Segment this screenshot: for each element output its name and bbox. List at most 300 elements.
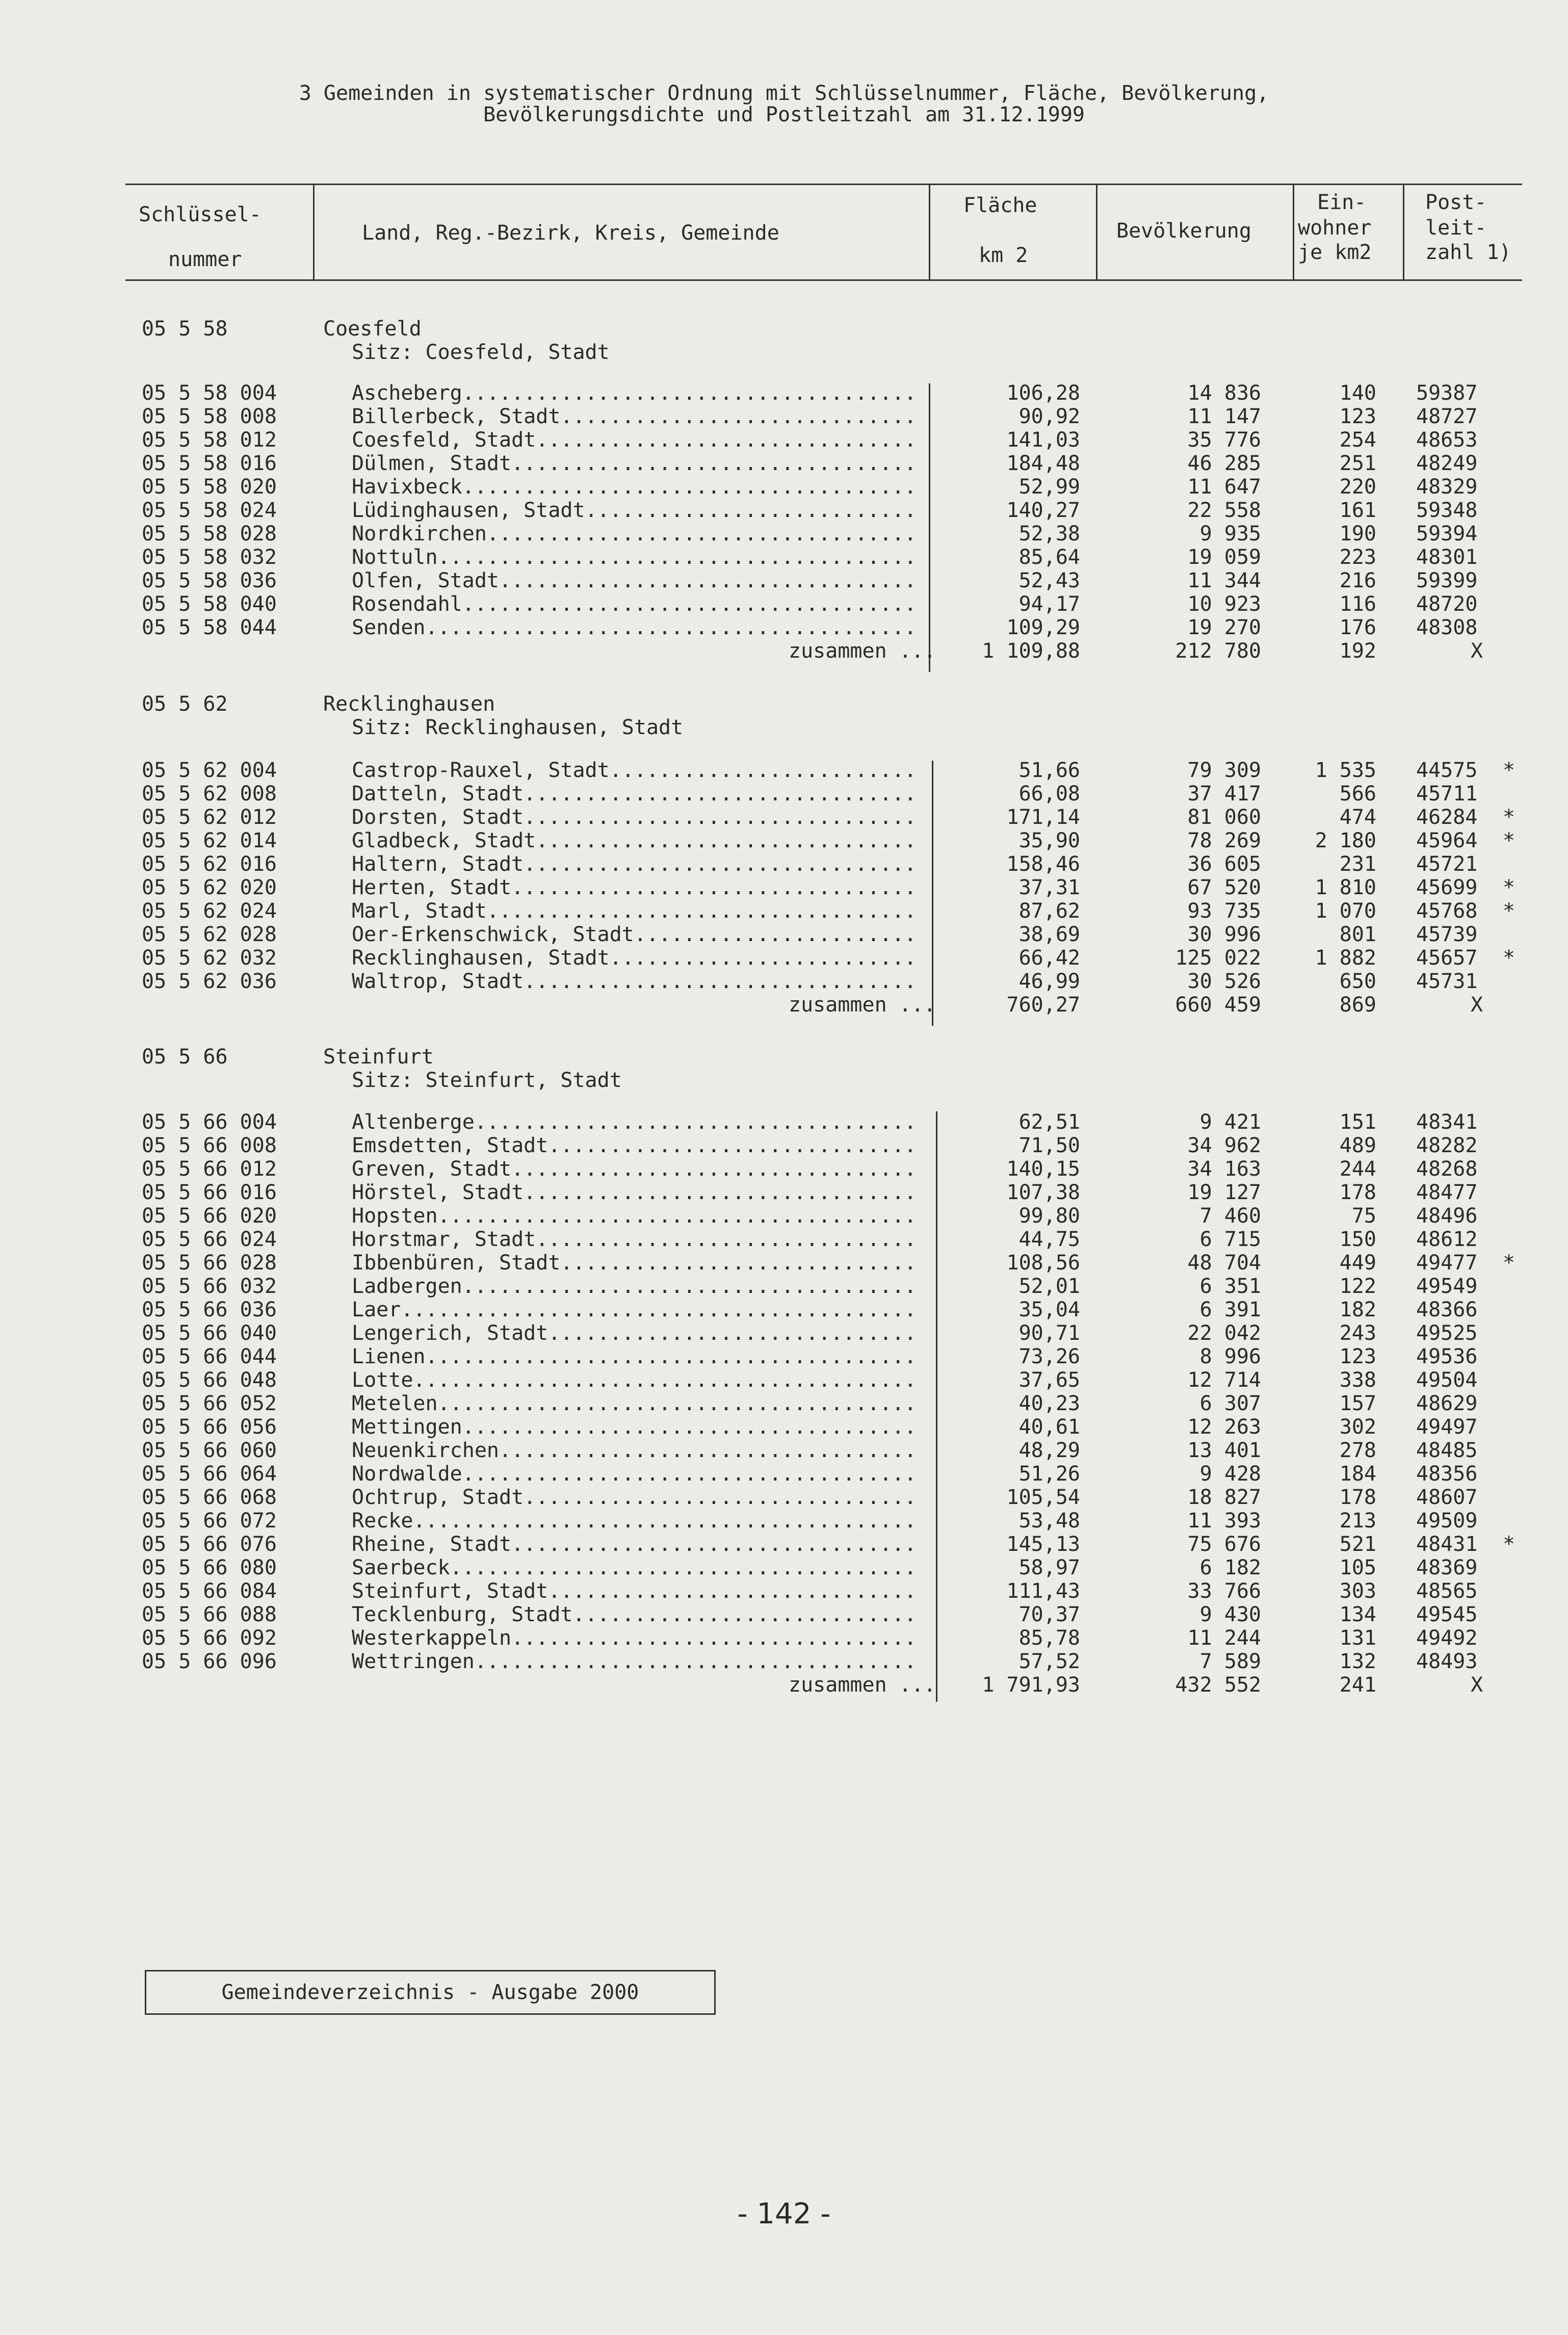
density-value: 140 [1339, 381, 1376, 405]
population-value: 22 042 [1187, 1321, 1261, 1345]
postal-code: 44575 [1416, 759, 1478, 782]
table-row [0, 1533, 1568, 1556]
area-value: 40,23 [1018, 1392, 1080, 1415]
municipality-name: Marl, Stadt ..... [352, 899, 919, 923]
table-row [0, 1157, 1568, 1181]
kreis-heading [0, 1045, 1568, 1069]
municipality-key: 05 5 66 028 [142, 1251, 277, 1275]
area-value: 145,13 [1006, 1533, 1080, 1556]
page-number: - 142 - [737, 2197, 831, 2230]
total-population: 660 459 [1175, 993, 1261, 1017]
municipality-name: Rosendahl ..... [352, 592, 919, 616]
population-value: 6 182 [1199, 1556, 1261, 1579]
municipality-key: 05 5 66 048 [142, 1368, 277, 1392]
area-value: 52,99 [1018, 475, 1080, 499]
municipality-key: 05 5 66 044 [142, 1345, 277, 1368]
density-value: 278 [1339, 1439, 1376, 1462]
density-value: 251 [1339, 452, 1376, 475]
population-value: 11 147 [1187, 405, 1261, 428]
population-value: 37 417 [1187, 782, 1261, 806]
density-value: 176 [1339, 616, 1376, 639]
area-value: 87,62 [1018, 899, 1080, 923]
postal-code: 59399 [1416, 569, 1478, 592]
population-value: 81 060 [1187, 806, 1261, 829]
postal-code: 48653 [1416, 428, 1478, 452]
total-postal-code: X [1471, 993, 1483, 1017]
municipality-name: Havixbeck ..... [352, 475, 919, 499]
population-value: 18 827 [1187, 1486, 1261, 1509]
postal-code: 59387 [1416, 381, 1478, 405]
municipality-key: 05 5 66 036 [142, 1298, 277, 1321]
kreis-sitz: Sitz: Recklinghausen, Stadt [352, 716, 684, 739]
population-value: 12 714 [1187, 1368, 1261, 1392]
total-area: 760,27 [1006, 993, 1080, 1017]
municipality-name: Recke ..... [352, 1509, 919, 1533]
area-value: 35,04 [1018, 1298, 1080, 1321]
kreis-key: 05 5 66 [142, 1045, 228, 1069]
area-value: 51,26 [1018, 1462, 1080, 1486]
area-value: 158,46 [1006, 852, 1080, 876]
population-value: 78 269 [1187, 829, 1261, 852]
density-value: 182 [1339, 1298, 1376, 1321]
municipality-key: 05 5 62 012 [142, 806, 277, 829]
density-value: 338 [1339, 1368, 1376, 1392]
postal-code: 49525 [1416, 1321, 1478, 1345]
table-row [0, 1462, 1568, 1486]
table-row [0, 1110, 1568, 1134]
area-value: 66,08 [1018, 782, 1080, 806]
table-row [0, 546, 1568, 569]
municipality-key: 05 5 66 052 [142, 1392, 277, 1415]
header-divider [929, 185, 930, 279]
municipality-name: Greven, Stadt ..... [352, 1157, 919, 1181]
postal-code: 48565 [1416, 1579, 1478, 1603]
area-value: 48,29 [1018, 1439, 1080, 1462]
municipality-key: 05 5 62 016 [142, 852, 277, 876]
total-population: 432 552 [1175, 1673, 1261, 1697]
postal-code: 48341 [1416, 1110, 1478, 1134]
population-value: 6 391 [1199, 1298, 1261, 1321]
density-value: 132 [1339, 1650, 1376, 1673]
kreis-name: Coesfeld [323, 317, 422, 341]
municipality-name: Laer ..... [352, 1298, 919, 1321]
municipality-name: Altenberge ..... [352, 1110, 919, 1134]
municipality-key: 05 5 66 056 [142, 1415, 277, 1439]
municipality-key: 05 5 58 032 [142, 546, 277, 569]
municipality-name: Olfen, Stadt ..... [352, 569, 919, 592]
table-row [0, 923, 1568, 946]
population-value: 11 344 [1187, 569, 1261, 592]
postal-code: 48485 [1416, 1439, 1478, 1462]
municipality-key: 05 5 66 084 [142, 1579, 277, 1603]
municipality-key: 05 5 58 024 [142, 499, 277, 522]
table-row [0, 1579, 1568, 1603]
area-value: 73,26 [1018, 1345, 1080, 1368]
table-row [0, 569, 1568, 592]
postal-code: 49497 [1416, 1415, 1478, 1439]
header-area-line2: km 2 [979, 244, 1028, 267]
municipality-name: Wettringen ..... [352, 1650, 919, 1673]
footnote-marker: * [1503, 759, 1515, 782]
postal-code: 48727 [1416, 405, 1478, 428]
header-bottom-rule [125, 279, 1522, 281]
population-value: 8 996 [1199, 1345, 1261, 1368]
footnote-marker: * [1503, 876, 1515, 899]
density-value: 216 [1339, 569, 1376, 592]
municipality-key: 05 5 66 008 [142, 1134, 277, 1157]
total-row [0, 993, 1568, 1017]
municipality-key: 05 5 58 040 [142, 592, 277, 616]
municipality-name: Lotte ..... [352, 1368, 919, 1392]
table-row [0, 1626, 1568, 1650]
municipality-key: 05 5 66 032 [142, 1275, 277, 1298]
footnote-marker: * [1503, 806, 1515, 829]
area-value: 99,80 [1018, 1204, 1080, 1228]
area-value: 40,61 [1018, 1415, 1080, 1439]
municipality-name: Gladbeck, Stadt ..... [352, 829, 919, 852]
population-value: 93 735 [1187, 899, 1261, 923]
area-value: 85,78 [1018, 1626, 1080, 1650]
population-value: 6 351 [1199, 1275, 1261, 1298]
area-value: 140,27 [1006, 499, 1080, 522]
population-value: 10 923 [1187, 592, 1261, 616]
population-value: 48 704 [1187, 1251, 1261, 1275]
postal-code: 49477 [1416, 1251, 1478, 1275]
header-key-line1: Schlüssel- [139, 203, 262, 226]
postal-code: 45699 [1416, 876, 1478, 899]
area-value: 105,54 [1006, 1486, 1080, 1509]
area-value: 66,42 [1018, 946, 1080, 970]
municipality-key: 05 5 66 080 [142, 1556, 277, 1579]
kreis-sitz: Sitz: Steinfurt, Stadt [352, 1069, 622, 1092]
municipality-name: Nordwalde ..... [352, 1462, 919, 1486]
area-value: 53,48 [1018, 1509, 1080, 1533]
density-value: 244 [1339, 1157, 1376, 1181]
density-value: 105 [1339, 1556, 1376, 1579]
area-value: 57,52 [1018, 1650, 1080, 1673]
municipality-key: 05 5 66 092 [142, 1626, 277, 1650]
table-row [0, 1204, 1568, 1228]
area-value: 85,64 [1018, 546, 1080, 569]
total-density: 192 [1339, 639, 1376, 663]
table-row [0, 1392, 1568, 1415]
population-value: 46 285 [1187, 452, 1261, 475]
area-value: 94,17 [1018, 592, 1080, 616]
municipality-key: 05 5 62 008 [142, 782, 277, 806]
table-row [0, 829, 1568, 852]
total-population: 212 780 [1175, 639, 1261, 663]
population-value: 34 962 [1187, 1134, 1261, 1157]
postal-code: 49545 [1416, 1603, 1478, 1626]
municipality-name: Recklinghausen, Stadt ..... [352, 946, 919, 970]
density-value: 123 [1339, 405, 1376, 428]
density-value: 254 [1339, 428, 1376, 452]
municipality-key: 05 5 58 044 [142, 616, 277, 639]
total-row [0, 1673, 1568, 1697]
municipality-key: 05 5 58 016 [142, 452, 277, 475]
density-value: 302 [1339, 1415, 1376, 1439]
population-value: 13 401 [1187, 1439, 1261, 1462]
postal-code: 48356 [1416, 1462, 1478, 1486]
municipality-name: Emsdetten, Stadt ..... [352, 1134, 919, 1157]
kreis-sitz: Sitz: Coesfeld, Stadt [352, 341, 610, 364]
postal-code: 49504 [1416, 1368, 1478, 1392]
postal-code: 48268 [1416, 1157, 1478, 1181]
postal-code: 48477 [1416, 1181, 1478, 1204]
density-value: 190 [1339, 522, 1376, 546]
header-top-rule [125, 184, 1522, 185]
population-value: 33 766 [1187, 1579, 1261, 1603]
total-postal-code: X [1471, 1673, 1483, 1697]
table-row [0, 1603, 1568, 1626]
postal-code: 48369 [1416, 1556, 1478, 1579]
density-value: 521 [1339, 1533, 1376, 1556]
area-value: 111,43 [1006, 1579, 1080, 1603]
municipality-key: 05 5 66 004 [142, 1110, 277, 1134]
municipality-key: 05 5 58 036 [142, 569, 277, 592]
area-value: 38,69 [1018, 923, 1080, 946]
municipality-key: 05 5 66 016 [142, 1181, 277, 1204]
total-density: 869 [1339, 993, 1376, 1017]
area-value: 106,28 [1006, 381, 1080, 405]
municipality-name: Westerkappeln ..... [352, 1626, 919, 1650]
header-divider [1403, 185, 1404, 279]
total-label: zusammen ... [789, 1673, 936, 1697]
municipality-name: Neuenkirchen ..... [352, 1439, 919, 1462]
area-value: 70,37 [1018, 1603, 1080, 1626]
table-row [0, 499, 1568, 522]
table-row [0, 381, 1568, 405]
kreis-key: 05 5 62 [142, 692, 228, 716]
postal-code: 59394 [1416, 522, 1478, 546]
header-area-line1: Fläche [963, 194, 1037, 217]
kreis-heading [0, 317, 1568, 341]
table-row [0, 428, 1568, 452]
table-row [0, 592, 1568, 616]
postal-code: 45721 [1416, 852, 1478, 876]
population-value: 75 676 [1187, 1533, 1261, 1556]
municipality-name: Ascheberg ..... [352, 381, 919, 405]
area-value: 71,50 [1018, 1134, 1080, 1157]
table-row [0, 1650, 1568, 1673]
density-value: 489 [1339, 1134, 1376, 1157]
municipality-name: Rheine, Stadt ..... [352, 1533, 919, 1556]
municipality-name: Haltern, Stadt ..... [352, 852, 919, 876]
density-value: 566 [1339, 782, 1376, 806]
table-row [0, 1134, 1568, 1157]
postal-code: 48720 [1416, 592, 1478, 616]
municipality-key: 05 5 66 068 [142, 1486, 277, 1509]
municipality-key: 05 5 66 020 [142, 1204, 277, 1228]
area-value: 107,38 [1006, 1181, 1080, 1204]
municipality-name: Dülmen, Stadt ..... [352, 452, 919, 475]
postal-code: 49549 [1416, 1275, 1478, 1298]
area-value: 52,38 [1018, 522, 1080, 546]
population-value: 9 935 [1199, 522, 1261, 546]
density-value: 213 [1339, 1509, 1376, 1533]
municipality-key: 05 5 62 032 [142, 946, 277, 970]
density-value: 161 [1339, 499, 1376, 522]
density-value: 1 535 [1315, 759, 1376, 782]
header-dens-line2: wohner [1298, 216, 1372, 240]
header-dens-line1: Ein- [1317, 191, 1367, 214]
municipality-name: Ochtrup, Stadt ..... [352, 1486, 919, 1509]
area-value: 37,65 [1018, 1368, 1080, 1392]
population-value: 7 460 [1199, 1204, 1261, 1228]
density-value: 131 [1339, 1626, 1376, 1650]
density-value: 150 [1339, 1228, 1376, 1251]
postal-code: 48431 [1416, 1533, 1478, 1556]
table-row [0, 1298, 1568, 1321]
population-value: 9 430 [1199, 1603, 1261, 1626]
density-value: 1 882 [1315, 946, 1376, 970]
total-row [0, 639, 1568, 663]
municipality-name: Waltrop, Stadt ..... [352, 970, 919, 993]
total-postal-code: X [1471, 639, 1483, 663]
postal-code: 45768 [1416, 899, 1478, 923]
municipality-key: 05 5 66 072 [142, 1509, 277, 1533]
municipality-name: Coesfeld, Stadt ..... [352, 428, 919, 452]
table-row [0, 759, 1568, 782]
footer-edition-box: Gemeindeverzeichnis - Ausgabe 2000 [145, 1970, 716, 2015]
density-value: 178 [1339, 1181, 1376, 1204]
municipality-name: Metelen ..... [352, 1392, 919, 1415]
postal-code: 48366 [1416, 1298, 1478, 1321]
municipality-key: 05 5 58 008 [142, 405, 277, 428]
postal-code: 48607 [1416, 1486, 1478, 1509]
population-value: 11 647 [1187, 475, 1261, 499]
municipality-name: Lienen ..... [352, 1345, 919, 1368]
header-plz-line2: leit- [1425, 216, 1487, 240]
density-value: 184 [1339, 1462, 1376, 1486]
table-row [0, 475, 1568, 499]
density-value: 122 [1339, 1275, 1376, 1298]
population-value: 36 605 [1187, 852, 1261, 876]
postal-code: 48493 [1416, 1650, 1478, 1673]
density-value: 223 [1339, 546, 1376, 569]
population-value: 79 309 [1187, 759, 1261, 782]
density-value: 123 [1339, 1345, 1376, 1368]
population-value: 19 127 [1187, 1181, 1261, 1204]
header-key-line2: nummer [168, 248, 242, 271]
table-row [0, 876, 1568, 899]
population-value: 30 996 [1187, 923, 1261, 946]
postal-code: 48249 [1416, 452, 1478, 475]
population-value: 14 836 [1187, 381, 1261, 405]
postal-code: 49492 [1416, 1626, 1478, 1650]
area-value: 51,66 [1018, 759, 1080, 782]
postal-code: 48629 [1416, 1392, 1478, 1415]
table-row [0, 946, 1568, 970]
population-value: 11 244 [1187, 1626, 1261, 1650]
municipality-key: 05 5 62 024 [142, 899, 277, 923]
municipality-name: Ladbergen ..... [352, 1275, 919, 1298]
population-value: 6 715 [1199, 1228, 1261, 1251]
page-title-line1: 3 Gemeinden in systematischer Ordnung mit Schlüsselnummer, Fläche, Bevölkerung, [299, 82, 1269, 105]
municipality-key: 05 5 66 064 [142, 1462, 277, 1486]
municipality-name: Ibbenbüren, Stadt ..... [352, 1251, 919, 1275]
header-divider [313, 185, 315, 279]
population-value: 9 428 [1199, 1462, 1261, 1486]
postal-code: 48496 [1416, 1204, 1478, 1228]
density-value: 178 [1339, 1486, 1376, 1509]
municipality-name: Datteln, Stadt ..... [352, 782, 919, 806]
total-area: 1 791,93 [982, 1673, 1080, 1697]
municipality-name: Oer-Erkenschwick, Stadt ..... [352, 923, 919, 946]
table-row [0, 1439, 1568, 1462]
table-row [0, 1321, 1568, 1345]
density-value: 134 [1339, 1603, 1376, 1626]
total-density: 241 [1339, 1673, 1376, 1697]
header-dens-line3: je km2 [1298, 241, 1372, 264]
municipality-key: 05 5 66 040 [142, 1321, 277, 1345]
municipality-key: 05 5 62 014 [142, 829, 277, 852]
area-value: 184,48 [1006, 452, 1080, 475]
population-value: 125 022 [1175, 946, 1261, 970]
municipality-name: Mettingen ..... [352, 1415, 919, 1439]
municipality-name: Herten, Stadt ..... [352, 876, 919, 899]
municipality-key: 05 5 58 012 [142, 428, 277, 452]
density-value: 1 070 [1315, 899, 1376, 923]
table-row [0, 1181, 1568, 1204]
postal-code: 48301 [1416, 546, 1478, 569]
density-value: 243 [1339, 1321, 1376, 1345]
postal-code: 48612 [1416, 1228, 1478, 1251]
table-row [0, 522, 1568, 546]
area-value: 90,92 [1018, 405, 1080, 428]
density-value: 801 [1339, 923, 1376, 946]
population-value: 35 776 [1187, 428, 1261, 452]
municipality-key: 05 5 58 004 [142, 381, 277, 405]
total-label: zusammen ... [789, 993, 936, 1017]
municipality-name: Steinfurt, Stadt ..... [352, 1579, 919, 1603]
table-row [0, 782, 1568, 806]
table-row [0, 1275, 1568, 1298]
density-value: 449 [1339, 1251, 1376, 1275]
area-value: 52,43 [1018, 569, 1080, 592]
postal-code: 59348 [1416, 499, 1478, 522]
footnote-marker: * [1503, 1533, 1515, 1556]
density-value: 220 [1339, 475, 1376, 499]
municipality-key: 05 5 66 088 [142, 1603, 277, 1626]
population-value: 9 421 [1199, 1110, 1261, 1134]
table-row [0, 1368, 1568, 1392]
population-value: 7 589 [1199, 1650, 1261, 1673]
header-plz-line1: Post- [1425, 191, 1487, 214]
population-value: 6 307 [1199, 1392, 1261, 1415]
municipality-name: Dorsten, Stadt ..... [352, 806, 919, 829]
population-value: 30 526 [1187, 970, 1261, 993]
density-value: 303 [1339, 1579, 1376, 1603]
municipality-name: Lengerich, Stadt ..... [352, 1321, 919, 1345]
density-value: 474 [1339, 806, 1376, 829]
area-value: 108,56 [1006, 1251, 1080, 1275]
population-value: 12 263 [1187, 1415, 1261, 1439]
density-value: 157 [1339, 1392, 1376, 1415]
density-value: 151 [1339, 1110, 1376, 1134]
density-value: 231 [1339, 852, 1376, 876]
area-value: 37,31 [1018, 876, 1080, 899]
municipality-name: Lüdinghausen, Stadt ..... [352, 499, 919, 522]
population-value: 67 520 [1187, 876, 1261, 899]
footnote-marker: * [1503, 946, 1515, 970]
postal-code: 45657 [1416, 946, 1478, 970]
municipality-name: Tecklenburg, Stadt ..... [352, 1603, 919, 1626]
municipality-name: Saerbeck ..... [352, 1556, 919, 1579]
municipality-key: 05 5 62 036 [142, 970, 277, 993]
table-row [0, 1251, 1568, 1275]
area-value: 109,29 [1006, 616, 1080, 639]
